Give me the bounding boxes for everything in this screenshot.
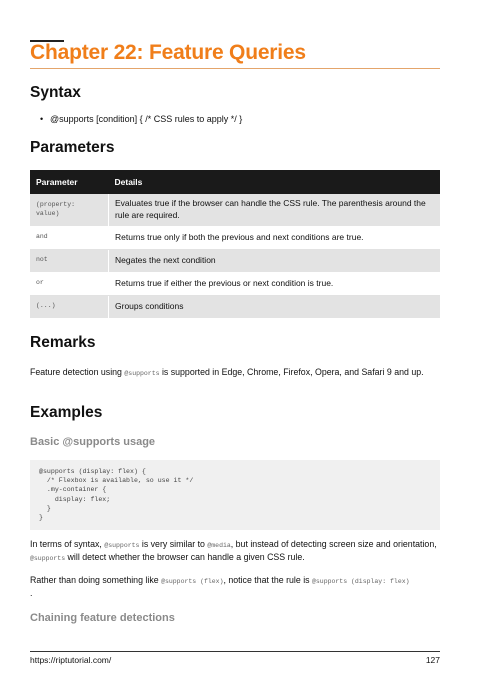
syntax-heading: Syntax	[30, 84, 81, 101]
page-number: 127	[425, 655, 440, 665]
column-header-parameter: Parameter	[30, 170, 109, 194]
text: In terms of syntax,	[30, 539, 105, 549]
text: will detect whether the browser can handle a given CSS rule.	[65, 551, 305, 562]
parameter-cell: (property: value)	[30, 194, 109, 226]
parameter-cell: and	[30, 226, 109, 249]
parameter-cell: or	[30, 272, 109, 295]
details-cell: Negates the next condition	[109, 249, 441, 272]
inline-code: @supports (display: flex)	[312, 578, 410, 585]
examples-heading: Examples	[30, 404, 103, 421]
text: is very similar to	[139, 539, 208, 549]
details-cell: Groups conditions	[109, 295, 441, 318]
inline-code: @supports	[124, 370, 160, 377]
text: Rather than doing something like	[30, 575, 162, 585]
details-cell: Returns true if either the previous or next condition is true.	[109, 272, 441, 295]
details-cell: Returns true only if both the previous and next conditions are true.	[109, 226, 441, 249]
inline-code: @supports (flex)	[161, 578, 224, 585]
chapter-title: Chapter 22: Feature Queries	[30, 41, 306, 64]
code-block: @supports (display: flex) { /* Flexbox is available, so use it */ .my-container { display: flex; } }	[30, 460, 440, 530]
remarks-heading: Remarks	[30, 334, 96, 351]
parameter-cell: (...)	[30, 295, 109, 318]
text: .	[30, 587, 33, 598]
inline-code: @media	[207, 542, 231, 549]
parameters-table	[30, 170, 440, 319]
footer-link[interactable]: https://riptutorial.com/	[30, 655, 112, 665]
text: Feature detection using	[30, 367, 125, 377]
text: , but instead of detecting screen size and orientation,	[230, 539, 437, 549]
table-row	[30, 272, 440, 295]
parameter-cell: not	[30, 249, 109, 272]
footer-divider	[30, 651, 440, 652]
inline-code: @supports	[30, 554, 66, 562]
inline-code: @supports	[104, 542, 140, 549]
example-subheading-2: Chaining feature detections	[30, 612, 175, 624]
table-row	[30, 194, 440, 226]
remarks-paragraph	[30, 366, 440, 379]
table-header-row	[30, 170, 440, 194]
example-subheading: Basic @supports usage	[30, 436, 156, 448]
text: is supported in Edge, Chrome, Firefox, Opera, and Safari 9 and up.	[159, 367, 424, 377]
table-row	[30, 249, 440, 272]
bullet-icon: •	[40, 114, 44, 124]
column-header-details: Details	[109, 170, 441, 194]
table-row	[30, 226, 440, 249]
syntax-text: @supports [condition] { /* CSS rules to apply */ }	[50, 114, 243, 124]
chapter-underline	[30, 68, 440, 69]
syntax-comparison-paragraph	[30, 538, 440, 564]
details-cell: Evaluates true if the browser can handle the CSS rule. The parenthesis around the rule are required.	[109, 194, 441, 226]
syntax-list-item	[40, 114, 242, 124]
rule-note-paragraph	[30, 574, 450, 600]
text: , notice that the rule is	[223, 575, 312, 585]
table-row	[30, 295, 440, 318]
parameters-heading: Parameters	[30, 139, 115, 156]
